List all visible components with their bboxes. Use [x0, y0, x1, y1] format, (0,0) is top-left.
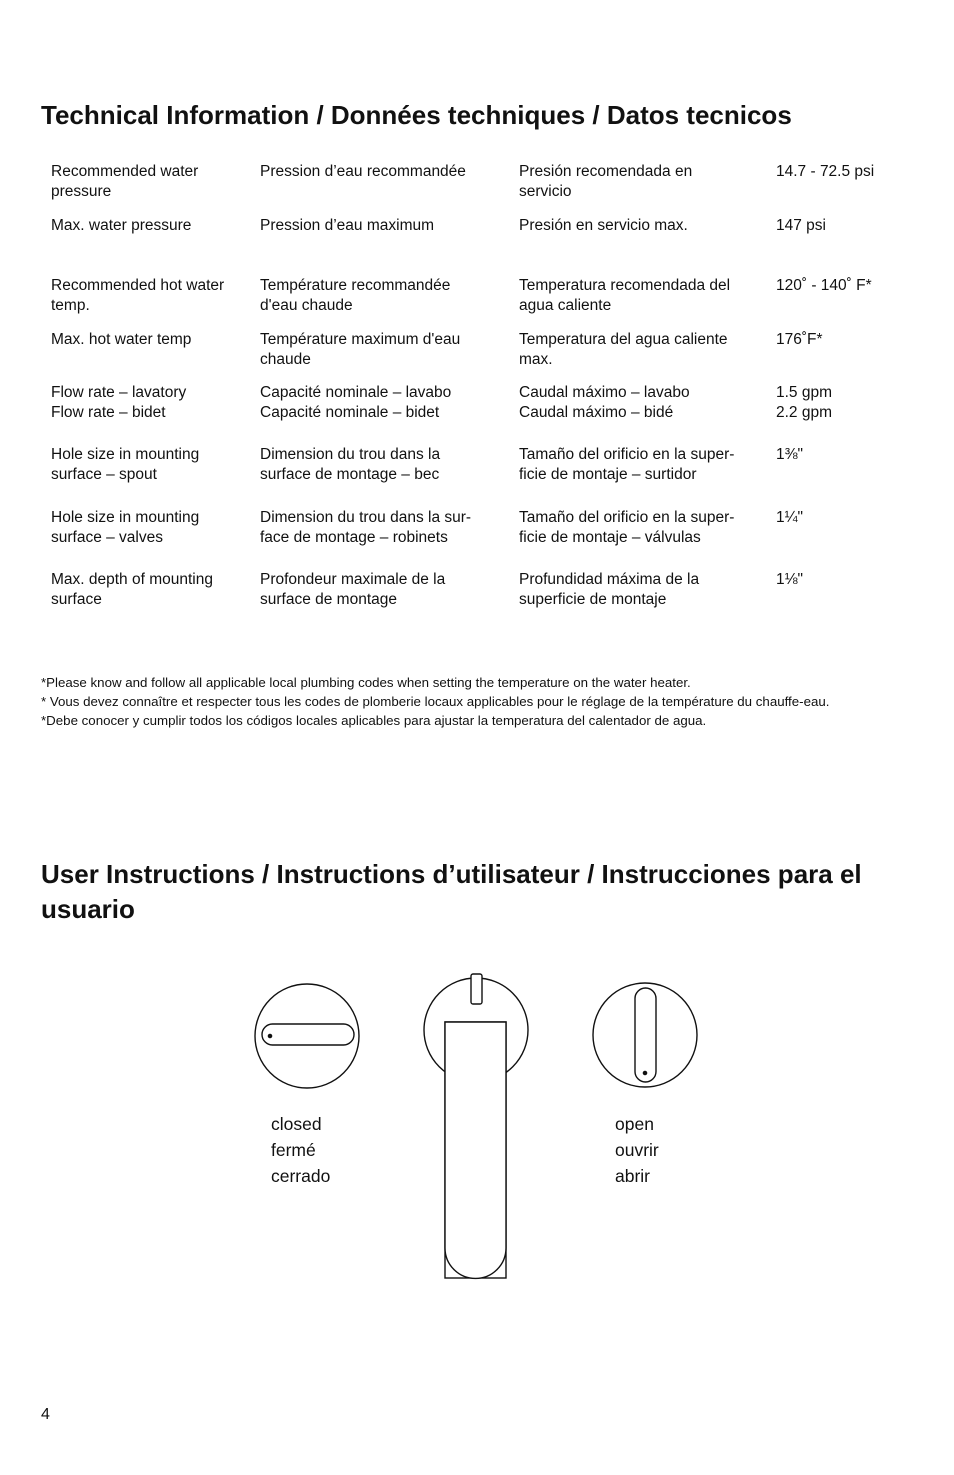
spec-fr: Profondeur maximale de la surface de montage — [260, 571, 446, 608]
spec-es: Tamaño del orificio en la super- ficie de montaje – surtidor — [519, 446, 735, 483]
spec-fr: Capacité nominale – lavabo Capacité nominale – bidet — [260, 384, 452, 421]
spec-es: Presión recomendada en servicio — [519, 163, 693, 200]
technical-info-title: Technical Information / Données techniques / Datos tecnicos — [41, 100, 792, 130]
spec-es: Temperatura del agua caliente max. — [519, 331, 728, 368]
open-labels — [615, 1111, 659, 1189]
closed-label-es: cerrado — [271, 1166, 331, 1186]
closed-handle-icon — [255, 984, 359, 1088]
spec-fr: Dimension du trou dans la sur- face de montage – robinets — [260, 509, 472, 546]
closed-labels — [271, 1111, 330, 1189]
spec-en: Max. hot water temp — [51, 331, 192, 348]
spec-value: 120˚ - 140˚ F* — [776, 277, 872, 294]
spec-es: Tamaño del orificio en la super- ficie de montaje – válvulas — [519, 509, 735, 546]
spec-fr: Pression d’eau maximum — [260, 217, 435, 234]
spec-en: Recommended hot water temp. — [51, 277, 225, 314]
spec-fr: Pression d’eau recommandée — [260, 163, 466, 180]
spec-en: Max. water pressure — [51, 217, 192, 234]
footnote-fr: * Vous devez connaître et respecter tous les codes de plomberie locaux applicables pour le réglage de la température du chauffe-eau. — [41, 694, 830, 709]
spout-icon — [424, 974, 528, 1278]
spec-value: 1.5 gpm 2.2 gpm — [776, 384, 833, 421]
user-instructions-title: User Instructions / Instructions d’utilisateur / Instrucciones para el usuario — [41, 859, 862, 924]
spec-en: Max. depth of mounting surface — [51, 571, 213, 608]
spec-value: 1⅛" — [776, 571, 804, 588]
spec-fr: Température recommandée d'eau chaude — [260, 277, 451, 314]
closed-label-fr: fermé — [271, 1140, 316, 1160]
open-label-en: open — [615, 1114, 654, 1134]
spec-value: 176˚F* — [776, 331, 823, 348]
page-number: 4 — [41, 1406, 50, 1423]
open-label-es: abrir — [615, 1166, 651, 1186]
open-handle-icon — [593, 983, 697, 1087]
spec-value: 147 psi — [776, 217, 826, 234]
open-label-fr: ouvrir — [615, 1140, 659, 1160]
spec-en: Hole size in mounting surface – valves — [51, 509, 200, 546]
spec-en: Recommended water pressure — [51, 163, 199, 200]
spec-es: Profundidad máxima de la superficie de montaje — [519, 571, 700, 608]
spec-fr: Température maximum d'eau chaude — [260, 331, 461, 368]
closed-label-en: closed — [271, 1114, 322, 1134]
spec-value: 14.7 - 72.5 psi — [776, 163, 875, 180]
spec-fr: Dimension du trou dans la surface de montage – bec — [260, 446, 441, 483]
footnote-en: *Please know and follow all applicable local plumbing codes when setting the temperature on the water heater. — [41, 675, 691, 690]
footnote-es: *Debe conocer y cumplir todos los códigos locales aplicables para ajustar la temperatura del calentador de agua. — [41, 713, 707, 728]
spec-en: Hole size in mounting surface – spout — [51, 446, 200, 483]
spec-es: Caudal máximo – lavabo Caudal máximo – bidé — [519, 384, 690, 421]
spec-es: Temperatura recomendada del agua caliente — [519, 277, 731, 314]
spec-value: 1⅜" — [776, 446, 804, 463]
spec-es: Presión en servicio max. — [519, 217, 688, 234]
spec-value: 1¼" — [776, 509, 804, 526]
spec-en: Flow rate – lavatory Flow rate – bidet — [51, 384, 187, 421]
